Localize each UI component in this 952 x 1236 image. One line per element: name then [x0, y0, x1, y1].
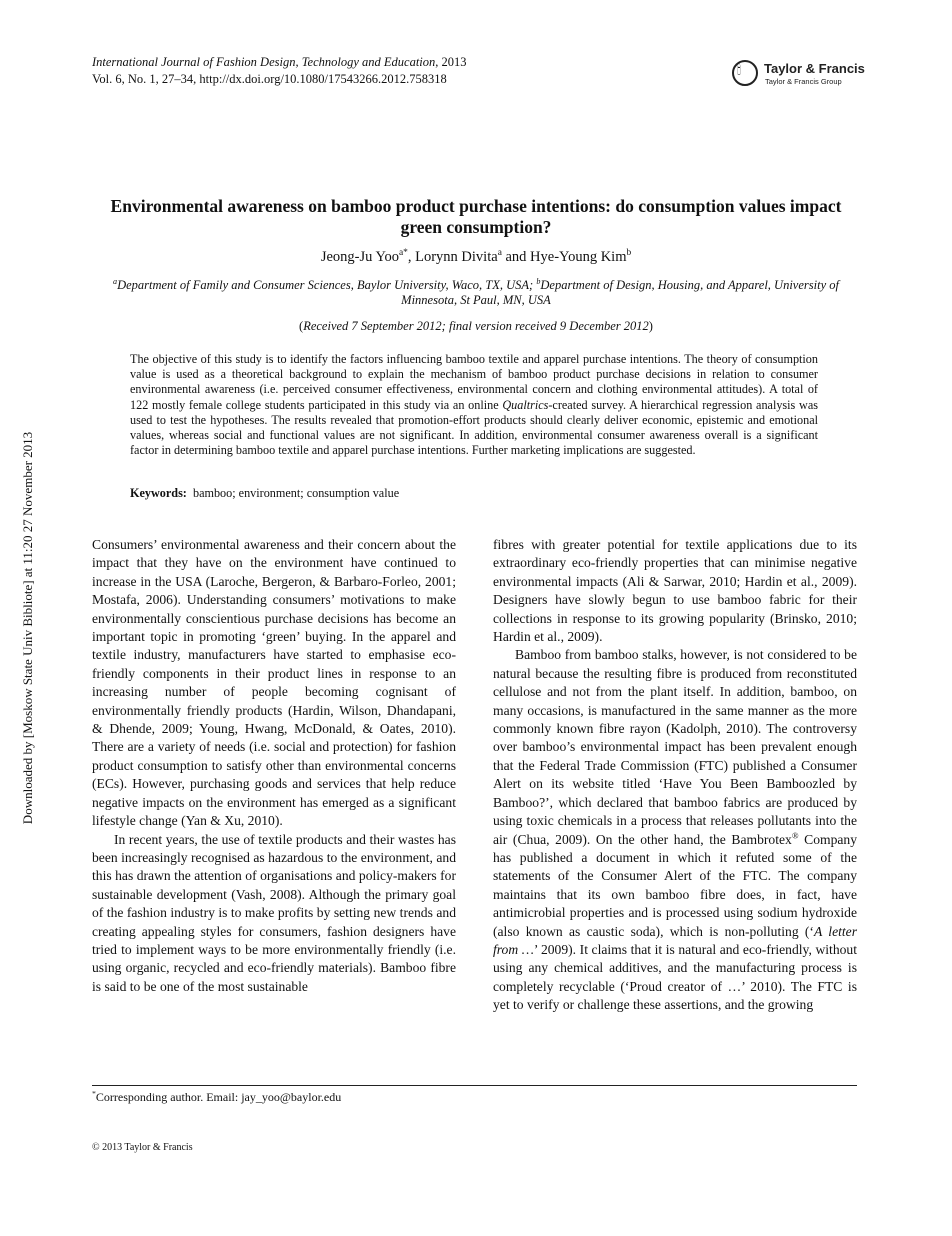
journal-year: , 2013 [435, 55, 467, 69]
publisher-name: Taylor & Francis [764, 61, 865, 76]
keywords [130, 486, 818, 501]
affiliation-b-mark: b [536, 276, 541, 286]
affiliation-a: Department of Family and Consumer Sciences, Baylor University, Waco, TX, USA; [117, 278, 537, 292]
keywords-label: Keywords: [130, 486, 187, 500]
journal-title-line [92, 54, 467, 71]
body-column-left [92, 536, 456, 996]
received-text: Received 7 September 2012; final version received 9 December 2012 [303, 319, 649, 333]
journal-header [92, 54, 467, 88]
registered-mark: ® [791, 829, 799, 840]
journal-name: International Journal of Fashion Design, Technology and Education [92, 55, 436, 69]
paragraph-italic: A letter from … [493, 923, 857, 957]
paragraph-segment: Bamboo from bamboo stalks, however, is not considered to be natural because the resulting fibre is produced from reconstituted cellulose and not from the plant itself. In addition, bamboo, on many occasions, is manufactured in the same manner as the more commonly known fibre rayon (Kadolph, 2010). The controversy over bamboo’s environmental impact has been prevalent enough that the Federal Trade Commission (FTC) published a Consumer Alert on its website titled ‘Have You Been Bamboozled by Bamboo?’, which declared that bamboo fabrics are produced by using toxic chemicals in a process that releases pollutants into the air (Chua, 2009). On the other hand, the Bambrotex [493, 647, 857, 847]
paragraph: Consumers’ environmental awareness and their concern about the impact that they have on the environment have continued to increase in the USA (Laroche, Bergeron, & Barbaro-Forleo, 2001; Mostafa, 2006). Understanding consumers’ motivations to make environmentally conscientious purchase decisions has become an important topic in promoting ‘green’ buying. In the apparel and textile industry, manufacturers have started to emphasise eco-friendly components in their product lines in response to an increasing number of people becoming cognisant of environmentally friendly products (Hardin, Wilson, Dhandapani, & Dhende, 2009; Young, Hwang, McDonald, & Oates, 2010). There are a variety of needs (i.e. social and protection) for fashion product consumption to satisfy other than environmental concerns (ECs). However, purchasing goods and services that help reduce negative impacts on the environment has emerged as a significant lifestyle change (Yan & Xu, 2010). [92, 537, 456, 829]
affiliation-a-mark: a [113, 276, 118, 286]
paragraph [493, 646, 857, 1014]
journal-citation: Vol. 6, No. 1, 27–34, http://dx.doi.org/10.1080/17543266.2012.758318 [92, 72, 447, 86]
affiliations [92, 278, 860, 308]
author-list [92, 248, 860, 266]
author-2-affiliation-mark: a [497, 248, 502, 259]
abstract-part-1: The objective of this study is to identify the factors influencing bamboo textile and apparel purchase intentions. The theory of consumption value is used as a theoretical background to explain the mechanism of bamboo product purchase decisions in relation to consumer environmental awareness (i.e. perceived consumer effectiveness, environmental concern and clothing environmental attitudes). A total of 122 mostly female college students participated in this study via an online [130, 352, 818, 412]
lamp-glyph-icon: 🕯 [737, 63, 741, 78]
corresponding-mark: * [403, 248, 408, 259]
copyright: © 2013 Taylor & Francis [92, 1142, 193, 1153]
article-title: Environmental awareness on bamboo product purchase intentions: do consumption values impact green consumption? [110, 196, 842, 237]
download-watermark: Downloaded by [Moskow State Univ Bibliote] at 11:20 27 November 2013 [20, 431, 35, 825]
author-1: Jeong-Ju Yoo [320, 249, 399, 265]
footnote [92, 1090, 341, 1105]
paragraph-segment: Company has published a document in which it refuted some of the statements of the Consumer Alert of the FTC. The company maintains that its own bamboo fibre does, in fact, have antimicrobial properties and is processed using sodium hydroxide (also known as caustic soda), which is non-polluting (‘ [493, 831, 857, 939]
author-2: , Lorynn Divita [407, 249, 498, 265]
abstract [130, 352, 818, 458]
author-3-affiliation-mark: b [626, 248, 632, 259]
publisher-group: Taylor & Francis Group [765, 77, 842, 86]
footnote-mark: * [92, 1089, 96, 1098]
paragraph: In recent years, the use of textile products and their wastes has been increasingly recognised as hazardous to the environment, and this has drawn the attention of organisations and policy-makers for sustainable development (Vash, 2008). Although the primary goal of the fashion industry is to make profits by setting new trends and creating appealing styles for consumers, fashion designers have tried to implement ways to be more environmentally friendly (i.e. using organic, recycled and eco-friendly materials). Bamboo fibre is said to be one of the most sustainable [92, 831, 456, 994]
author-1-affiliation-mark: a [398, 248, 404, 259]
publisher-logo [732, 58, 865, 92]
footnote-text: Corresponding author. Email: jay_yoo@baylor.edu [95, 1090, 342, 1104]
abstract-part-2: -created survey. A hierarchical regression analysis was used to test the hypotheses. The results revealed that promotion-effort products should clearly deliver economic, epistemic and emotional values, whereas social and functional values are not significant. In addition, environmental consumer awareness overall is a significant factor in determining bamboo textile and apparel purchase intentions. Further marketing implications are suggested. [130, 397, 818, 458]
lamp-logo-icon [732, 60, 758, 86]
paragraph-segment: ’ 2009). It claims that it is natural and eco-friendly, without using any chemical additives, and the manufacturing process is completely recyclable (‘Proud creator of …’ 2010). The FTC is yet to verify or challenge these assertions, and the growing [493, 941, 857, 1013]
body-column-right [493, 536, 857, 1015]
footnote-divider [92, 1085, 857, 1086]
received-dates: (Received 7 September 2012; final version received 9 December 2012) [299, 319, 653, 333]
keywords-values: bamboo; environment; consumption value [192, 486, 400, 500]
affiliation-b: Department of Design, Housing, and Apparel, University of Minnesota, St Paul, MN, USA [401, 278, 839, 307]
abstract-qualtrics: Qualtrics [502, 397, 549, 412]
author-3: and Hye-Young Kim [501, 249, 627, 265]
paragraph: fibres with greater potential for textile applications due to its extraordinary eco-friendly properties that can minimise negative environmental impacts (Ali & Sarwar, 2010; Hardin et al., 2009). Designers have slowly begun to use bamboo fabric for their collections in response to its growing popularity (Brinsko, 2010; Hardin et al., 2009). [493, 537, 857, 645]
